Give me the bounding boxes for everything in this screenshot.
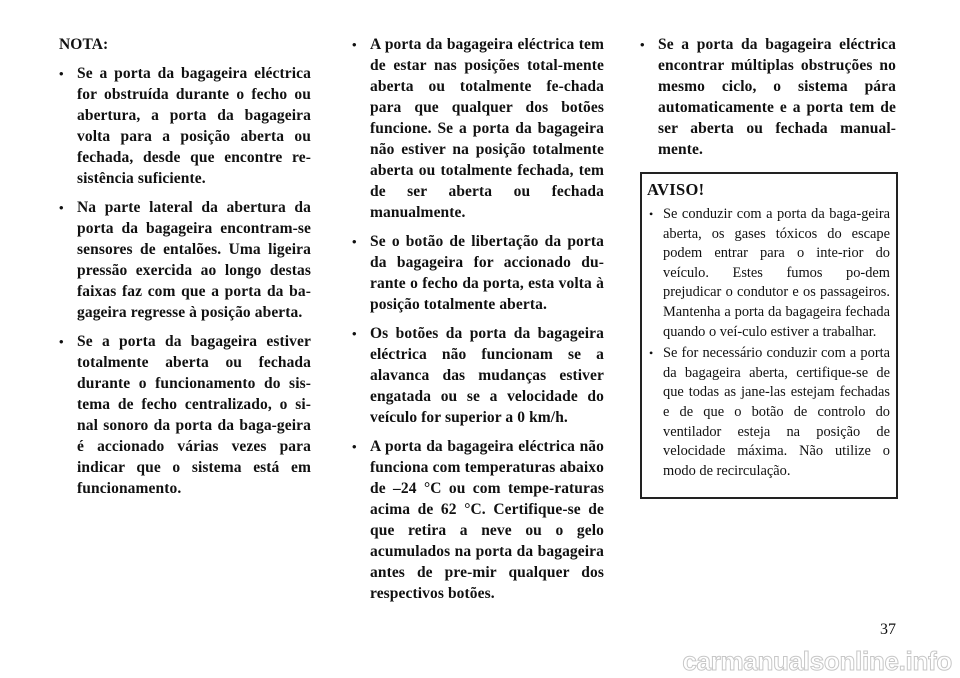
list-item xyxy=(649,205,890,342)
list-item xyxy=(352,436,604,604)
list-item xyxy=(352,34,604,223)
list-item xyxy=(59,63,311,189)
list-item-text: Se o botão de libertação da porta da bagageira for accionado du-rante o fecho da porta, esta volta à posição totalmente aberta. xyxy=(370,233,604,313)
list-item-text: Se a porta da bagageira eléctrica for obstruída durante o fecho ou abertura, a porta da bagageira volta para a posição aberta ou fechada, desde que encontre re-sistência suficiente. xyxy=(77,65,311,187)
list-item-text: Os botões da porta da bagageira eléctrica não funcionam se a alavanca das mudanças estiver engatada ou se a velocidade do veículo for superior a 0 km/h. xyxy=(370,325,604,426)
bullet-icon: • xyxy=(59,200,64,215)
page-number: 37 xyxy=(880,621,896,638)
note-heading: NOTA: xyxy=(59,36,109,53)
column-right xyxy=(640,34,896,499)
list-item-text: Se conduzir com a porta da baga-geira aberta, os gases tóxicos do escape podem entrar para o inte-rior do veículo. Estes fumos po-dem prejudicar o condutor e os passageiros. Mantenha a porta da bagageira fechada quando o veí-culo estiver a trabalhar. xyxy=(663,206,890,340)
note-bullet-list xyxy=(640,34,896,160)
bullet-icon: • xyxy=(59,66,64,81)
note-bullet-list xyxy=(352,34,604,604)
list-item-text: Na parte lateral da abertura da porta da bagageira encontram-se sensores de entalões. Uma ligeira pressão exercida ao longo destas faixas faz com que a porta da ba-gageira regresse à posição aberta. xyxy=(77,199,311,321)
list-item xyxy=(59,197,311,323)
warning-title: AVISO! xyxy=(647,180,705,199)
watermark: carmanualsonline.info xyxy=(682,646,952,676)
bullet-icon: • xyxy=(352,439,357,454)
column-middle xyxy=(352,34,604,612)
list-item-text: Se a porta da bagageira eléctrica encontrar múltiplas obstruções no mesmo ciclo, o sistema pára automaticamente e a porta tem de ser aberta ou fechada manual-mente. xyxy=(658,36,896,158)
bullet-icon: • xyxy=(352,234,357,249)
list-item-text: A porta da bagageira eléctrica tem de estar nas posições total-mente aberta ou totalmente fe-chada para que qualquer dos botões funcione. Se a porta da bagageira não estiver na posição totalmente aberta ou totalmente fechada, tem de ser aberta ou fechada manualmente. xyxy=(370,36,604,221)
list-item-text: Se a porta da bagageira estiver totalmente aberta ou fechada durante o funcionamento do sis-tema de fecho centralizado, o si-nal sonoro da porta da baga-geira é accionado várias vezes para indicar que o sistema está em funcionamento. xyxy=(77,333,311,497)
bullet-icon: • xyxy=(649,207,654,221)
bullet-icon: • xyxy=(59,334,64,349)
bullet-icon: • xyxy=(352,37,357,52)
list-item-text: A porta da bagageira eléctrica não funciona com temperaturas abaixo de –24 °C ou com tempe-raturas acima de 62 °C. Certifique-se de que retira a neve ou o gelo acumulados na porta da bagageira antes de pre-mir qualquer dos respectivos botões. xyxy=(370,438,604,602)
bullet-icon: • xyxy=(640,37,645,52)
list-item-text: Se for necessário conduzir com a porta da bagageira aberta, certifique-se de que todas as jane-las estejam fechadas e de que o botão de controlo do ventilador esteja na posição de velocidade máxima. Não utilize o modo de recirculação. xyxy=(663,345,890,479)
bullet-icon: • xyxy=(649,346,654,361)
warning-bullet-list xyxy=(642,205,896,481)
list-item xyxy=(352,323,604,428)
list-item xyxy=(640,34,896,160)
bullet-icon: • xyxy=(352,326,357,341)
column-left xyxy=(59,34,311,507)
note-bullet-list xyxy=(59,63,311,499)
list-item xyxy=(352,231,604,315)
warning-box xyxy=(640,172,898,499)
list-item xyxy=(59,331,311,499)
list-item xyxy=(649,344,890,481)
